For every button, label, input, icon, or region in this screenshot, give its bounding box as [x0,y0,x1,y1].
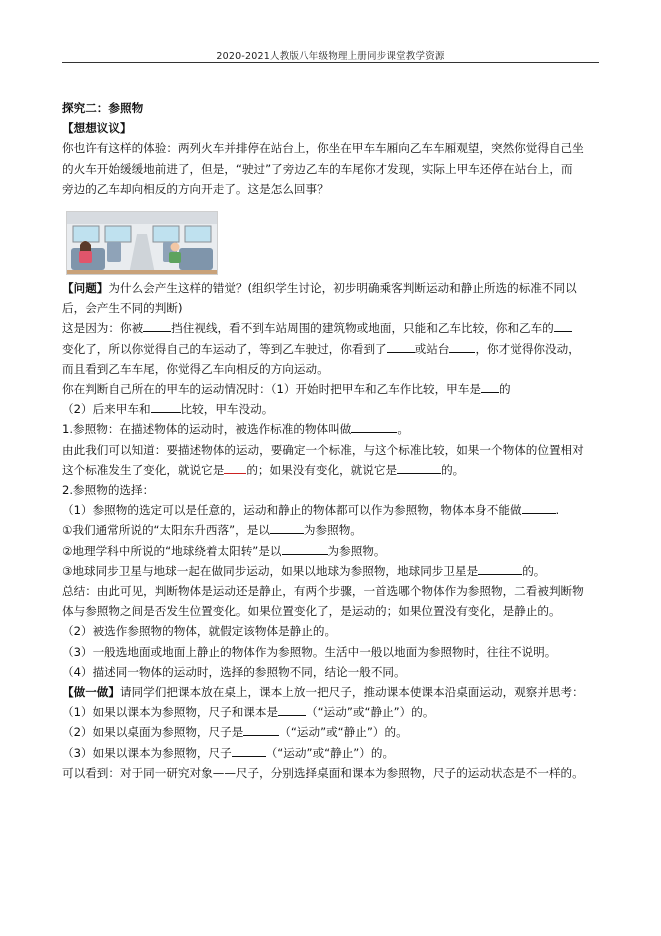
explain-line-2 [62,339,592,359]
page-header: 2020-2021人教版八年级物理上册同步课堂教学资源 [216,51,445,62]
fill-blank[interactable] [478,561,522,575]
definition-line-3 [62,460,592,480]
conclusion-line: 可以看到：对于同一研究对象——尺子，分别选择桌面和课本为参照物，尺子的运动状态是不一样的。 [62,765,584,780]
section-title: 探究二：参照物 [62,101,144,115]
fill-blank[interactable] [522,500,556,514]
intro-line-1: 你也许有这样的体验：两列火车并排停在站台上，你坐在甲车车厢向乙车车厢观望，突然你觉得自己坐 [62,141,584,156]
fill-blank[interactable] [449,339,475,353]
case-line-2 [62,541,592,561]
fill-blank[interactable] [232,743,266,757]
case-text: 为参照物。 [327,543,386,558]
definition-text: 的。 [441,462,465,477]
explain-text: 挡住视线，看不到车站周围的建筑物或地面，只能和乙车比较，你和乙车的 [171,321,554,336]
case-text: ②地理学科中所说的“地球绕着太阳转”是以 [62,543,282,558]
fill-blank-red[interactable] [224,460,246,474]
question-tag: 【问题】 [62,281,109,296]
activity-question-3 [62,743,592,763]
fill-blank[interactable] [351,419,397,433]
fill-blank[interactable] [151,399,181,413]
point-line-3: （3）一般选地面或地面上静止的物体作为参照物。生活中一般以地面为参照物时，往往不说明。 [62,644,557,659]
fill-blank[interactable] [243,722,279,736]
explain-text: 或站台 [414,341,450,356]
question-line-2: 后，会产生不同的判断) [62,301,183,316]
explain-line-1 [62,318,592,338]
fill-blank[interactable] [387,339,415,353]
definition-text: 这个标准发生了变化，就说它是 [62,462,225,477]
fill-blank[interactable] [397,460,441,474]
question-line-1 [62,278,592,298]
activity-question-2 [62,722,592,742]
fill-blank[interactable] [554,318,572,332]
definition-line-1 [62,419,592,439]
explain-line-3: 而且看到乙车车尾，你觉得乙车向相反的方向运动。 [62,361,329,376]
definition-text: 。 [397,422,409,437]
case-text: ③地球同步卫星与地球一起在做同步运动，如果以地球为参照物，地球同步卫星是 [62,563,479,578]
summary-line-2: 体与参照物之间是否发生位置变化。如果位置变化了，是运动的；如果位置没有变化，是静止的。 [62,604,561,619]
explain-text: 这是因为：你被 [62,321,144,336]
point-line-2: （2）被选作参照物的物体，就假定该物体是静止的。 [62,624,337,639]
case-line-3 [62,561,592,581]
explain-text: 比较，甲车没动。 [180,402,274,417]
explain-line-5 [62,399,592,419]
case-text: 为参照物。 [303,523,362,538]
explain-text: （2）后来甲车和 [62,402,151,417]
activity-question-text: （1）如果以课本为参照物，尺子和课本是 [62,705,279,720]
activity-line [62,682,592,702]
definition-line-2: 由此我们可以知道：要描述物体的运动，要确定一个标准，与这个标准比较，如果一个物体的位置相对 [62,442,584,457]
explain-line-4 [62,379,592,399]
explain-text: ，你才觉得你没动， [475,341,580,356]
document-body [62,98,592,783]
summary-line-1: 总结：由此可见，判断物体是运动还是静止，有两个步骤，一首选哪个物体作为参照物，二看被判断物 [62,584,584,599]
intro-line-2: 的火车开始缓缓地前进了，但是，“驶过”了旁边乙车的车尾你才发现，实际上甲车还停在站台上，而 [62,161,573,176]
definition-text: 1.参照物：在描述物体的运动时，被选作标准的物体叫做 [62,422,352,437]
activity-question-text: （“运动”或“静止”）的。 [279,725,408,740]
question-text: 为什么会产生这样的错觉？(组织学生讨论，初步明确乘客判断运动和静止所选的标准不同以 [108,281,577,296]
fill-blank[interactable] [278,702,306,716]
case-line-1 [62,520,592,540]
case-text: 的。 [522,563,546,578]
selection-line-1 [62,500,592,520]
fill-blank[interactable] [481,379,499,393]
activity-tag: 【做一做】 [62,685,120,700]
activity-question-text: （“运动”或“静止”）的。 [265,745,395,760]
activity-question-1 [62,702,592,722]
point-line-4: （4）描述同一物体的运动时，选择的参照物不同，结论一般不同。 [62,664,406,679]
case-text: ①我们通常所说的“太阳东升西落”，是以 [62,523,270,538]
think-heading: 【想想议议】 [62,121,132,136]
fill-blank[interactable] [270,520,304,534]
fill-blank[interactable] [282,541,328,555]
train-carriage-svg [67,212,217,274]
selection-heading: 2.参照物的选择： [62,483,155,498]
definition-text: 的；如果没有变化，就说它是 [246,462,398,477]
fill-blank[interactable] [143,318,171,332]
explain-text: 变化了，所以你觉得自己的车运动了，等到乙车驶过，你看到了 [62,341,387,356]
explain-text: 你在判断自己所在的甲车的运动情况时：（1）开始时把甲车和乙车作比较，甲车是 [62,382,481,397]
activity-question-text: （2）如果以桌面为参照物，尺子是 [62,725,244,740]
activity-text: 请同学们把课本放在桌上，课本上放一把尺子，推动课本使课本沿桌面运动，观察并思考： [119,685,584,700]
selection-text: （1）参照物的选定可以是任意的，运动和静止的物体都可以作为参照物，物体本身不能做 [62,503,522,518]
activity-question-text: （3）如果以课本为参照物，尺子 [62,745,232,760]
activity-question-text: （“运动”或“静止”）的。 [306,705,435,720]
intro-line-3: 旁边的乙车却向相反的方向开走了。这是怎么回事？ [62,181,329,196]
header-divider [62,62,599,63]
train-carriage-illustration [66,211,218,275]
explain-text: 的 [498,382,511,397]
selection-text: . [555,503,560,518]
